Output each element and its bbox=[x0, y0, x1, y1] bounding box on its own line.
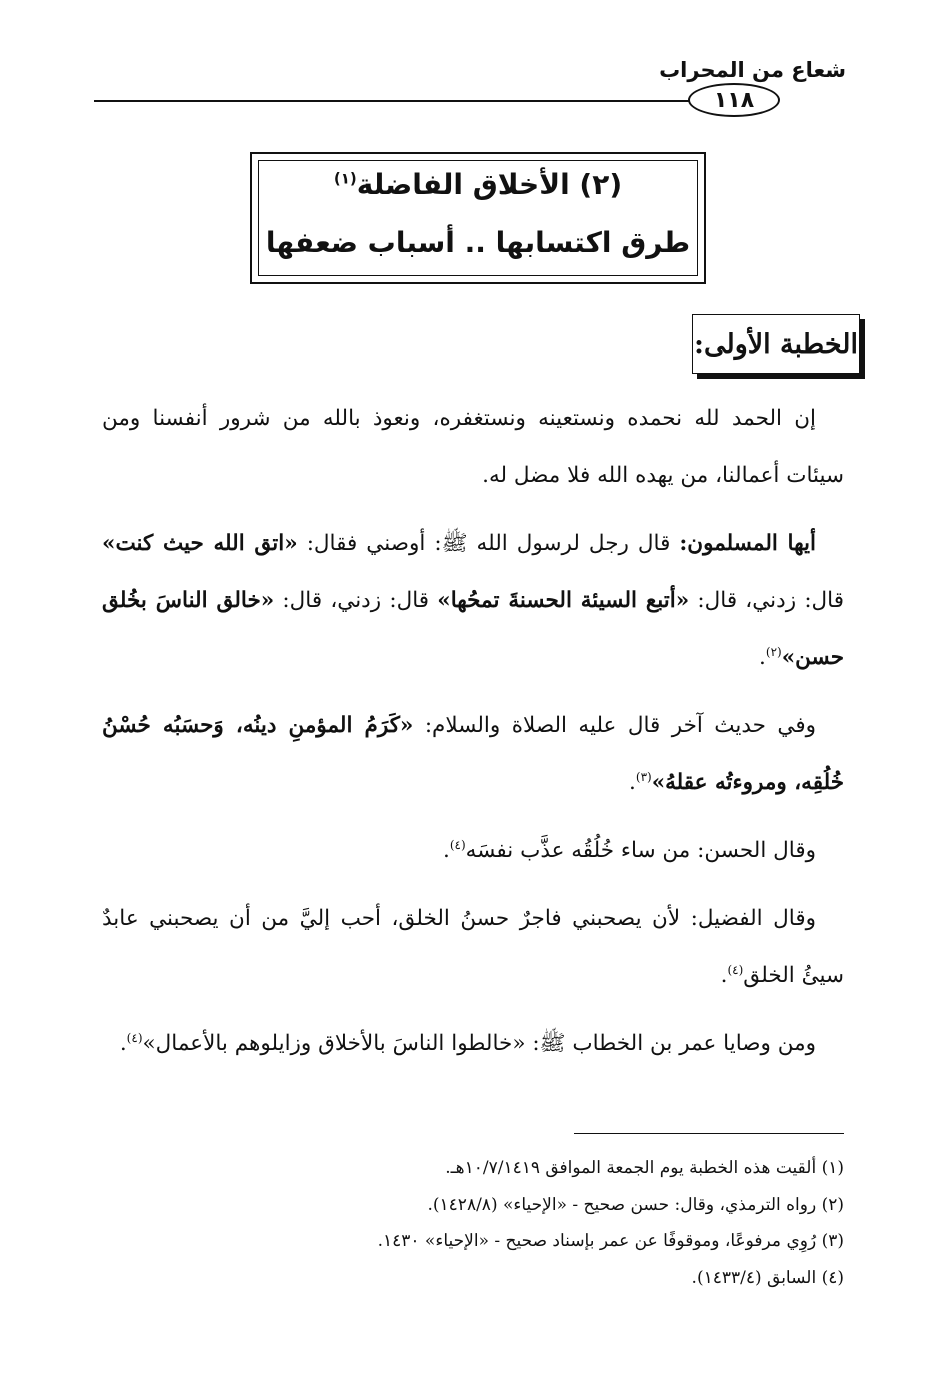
address-lead: أيها المسلمون: bbox=[679, 531, 816, 556]
chapter-title-text: (٢) الأخلاق الفاضلة bbox=[356, 168, 623, 201]
text-run: ومن وصايا عمر بن الخطاب ﷺ: «خالطوا الناسَ بالأخلاق وزايلوهم بالأعمال» bbox=[142, 1031, 816, 1056]
box-shadow-bottom bbox=[697, 374, 865, 379]
section-label: الخطبة الأولى: bbox=[694, 328, 858, 360]
header-rule bbox=[94, 100, 698, 102]
text-run: وقال الفضيل: لأن يصحبني فاجرٌ حسنُ الخلق، أحب إليَّ من أن يصحبني عابدٌ سيئُ الخلق bbox=[102, 906, 844, 988]
paragraph-4 bbox=[102, 822, 844, 879]
footnote-ref: (٣) bbox=[635, 769, 652, 784]
footnote-ref: (٤) bbox=[449, 837, 466, 852]
text-run: . bbox=[443, 838, 450, 863]
page-number: ١١٨ bbox=[688, 83, 780, 117]
text-run: وفي حديث آخر قال عليه الصلاة والسلام: bbox=[413, 713, 816, 738]
text-run: . bbox=[720, 963, 728, 988]
footnotes bbox=[102, 1150, 844, 1296]
footnote: (٤) السابق (١٤٣٣/٤). bbox=[691, 1267, 844, 1288]
chapter-title bbox=[252, 168, 704, 201]
running-header-title: شعاع من المحراب bbox=[659, 58, 846, 82]
footnote: (٣) رُوِي مرفوعًا، وموقوفًا عن عمر بإسناد صحيح - «الإحياء» ١٤٣٠. bbox=[377, 1231, 844, 1251]
text-run: قال: زدني، قال: bbox=[274, 588, 438, 613]
footnote-ref: (٢) bbox=[765, 644, 782, 659]
paragraph-5 bbox=[102, 890, 844, 1004]
section-label-box bbox=[692, 314, 860, 374]
paragraph-3 bbox=[102, 697, 844, 811]
chapter-title-frame bbox=[250, 152, 706, 284]
hadith-quote: «كَرَمُ المؤمنِ دينُه، وَحسَبُه حُسْنُ خُلُقِه، ومروءتُه عقلهُ» bbox=[102, 713, 844, 795]
paragraph-1: إن الحمد لله نحمده ونستعينه ونستغفره، ونعوذ بالله من شرور أنفسنا ومن سيئات أعمالنا، من يهده الله فلا مضل له. bbox=[102, 406, 844, 488]
footnote-ref: (٤) bbox=[727, 962, 744, 977]
body-text bbox=[102, 390, 844, 1083]
footnote: (٢) رواه الترمذي، وقال: حسن صحيح - «الإحياء» (١٤٢٨/٨). bbox=[427, 1194, 844, 1215]
text-run: وقال الحسن: من ساء خُلُقُه عذَّب نفسَه bbox=[465, 838, 816, 863]
footnote: (١) ألقيت هذه الخطبة يوم الجمعة الموافق ١٠/٧/١٤١٩هـ. bbox=[445, 1158, 844, 1178]
box-shadow-right bbox=[860, 319, 865, 379]
hadith-quote: «أتبع السيئة الحسنةَ تمحُها» bbox=[437, 588, 690, 613]
footnote-rule bbox=[574, 1133, 844, 1134]
paragraph-2 bbox=[102, 515, 844, 686]
text-run: قال رجل لرسول الله ﷺ: أوصني فقال: bbox=[297, 531, 680, 556]
footnote-ref: (٤) bbox=[126, 1030, 143, 1045]
hadith-quote: «خالق الناسَ بخُلق حسن» bbox=[102, 588, 844, 670]
footnote-ref: (١) bbox=[333, 169, 357, 188]
chapter-subtitle: طرق اكتسابها .. أسباب ضعفها bbox=[265, 226, 691, 259]
text-run: . bbox=[119, 1031, 127, 1056]
paragraph-6 bbox=[102, 1015, 844, 1072]
text-run: . bbox=[759, 645, 766, 670]
text-run: قال: زدني، قال: bbox=[689, 588, 845, 613]
hadith-quote: «اتق الله حيث كنت» bbox=[102, 531, 298, 556]
text-run: . bbox=[629, 770, 636, 795]
